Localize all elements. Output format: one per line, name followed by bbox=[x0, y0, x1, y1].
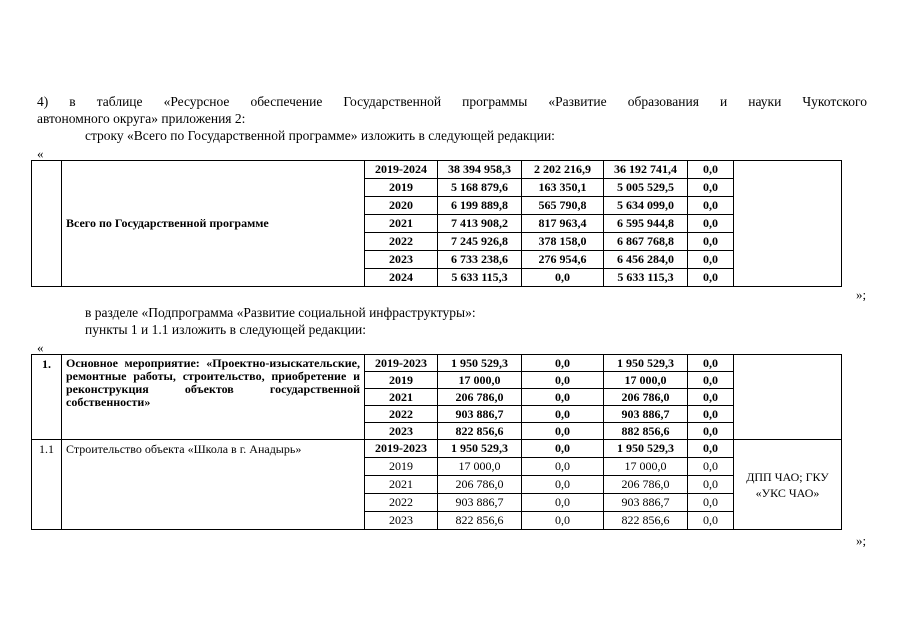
amount-cell: 0,0 bbox=[688, 458, 734, 476]
intro-line-1: 4) в таблице «Ресурсное обеспечение Государственной программы «Развитие образования и науки Чукотского bbox=[37, 94, 867, 109]
amount-cell: 565 790,8 bbox=[522, 197, 604, 215]
year-cell: 2019-2023 bbox=[365, 355, 438, 372]
table-row bbox=[32, 355, 842, 372]
amount-cell: 0,0 bbox=[522, 406, 604, 423]
amount-cell: 163 350,1 bbox=[522, 179, 604, 197]
amount-cell: 0,0 bbox=[688, 233, 734, 251]
amount-cell: 378 158,0 bbox=[522, 233, 604, 251]
amount-cell: 0,0 bbox=[688, 197, 734, 215]
total-cell: 5 168 879,6 bbox=[438, 179, 522, 197]
year-cell: 2019-2024 bbox=[365, 161, 438, 179]
amount-cell: 5 005 529,5 bbox=[604, 179, 688, 197]
amount-cell: 0,0 bbox=[688, 355, 734, 372]
amount-cell: 903 886,7 bbox=[604, 494, 688, 512]
year-cell: 2023 bbox=[365, 512, 438, 530]
amount-cell: 6 456 284,0 bbox=[604, 251, 688, 269]
amount-cell: 0,0 bbox=[522, 423, 604, 440]
amount-cell: 903 886,7 bbox=[604, 406, 688, 423]
section2-line-2: пункты 1 и 1.1 изложить в следующей редакции: bbox=[85, 322, 366, 337]
total-cell: 822 856,6 bbox=[438, 512, 522, 530]
amount-cell: 0,0 bbox=[688, 251, 734, 269]
amount-cell: 817 963,4 bbox=[522, 215, 604, 233]
amount-cell: 0,0 bbox=[688, 215, 734, 233]
year-cell: 2023 bbox=[365, 251, 438, 269]
total-cell: 5 633 115,3 bbox=[438, 269, 522, 287]
quote-close-2: »; bbox=[856, 533, 867, 548]
intro-line-2: автономного округа» приложения 2: bbox=[37, 111, 246, 126]
table-row bbox=[32, 440, 842, 458]
empty-responsible-cell bbox=[734, 355, 842, 440]
total-cell: 7 245 926,8 bbox=[438, 233, 522, 251]
quote-open-2: « bbox=[37, 340, 44, 355]
responsible-line-2: «УКС ЧАО» bbox=[755, 485, 820, 500]
item-index: 1. bbox=[32, 355, 62, 440]
amount-cell: 1 950 529,3 bbox=[604, 355, 688, 372]
total-cell: 1 950 529,3 bbox=[438, 440, 522, 458]
year-cell: 2022 bbox=[365, 233, 438, 251]
amount-cell: 17 000,0 bbox=[604, 372, 688, 389]
amount-cell: 206 786,0 bbox=[604, 476, 688, 494]
item-description: Строительство объекта «Школа в г. Анадырь» bbox=[62, 440, 365, 530]
amount-cell: 276 954,6 bbox=[522, 251, 604, 269]
amount-cell: 0,0 bbox=[688, 161, 734, 179]
amount-cell: 0,0 bbox=[688, 423, 734, 440]
amount-cell: 0,0 bbox=[522, 458, 604, 476]
total-cell: 903 886,7 bbox=[438, 406, 522, 423]
amount-cell: 0,0 bbox=[688, 476, 734, 494]
total-cell: 7 413 908,2 bbox=[438, 215, 522, 233]
year-cell: 2019 bbox=[365, 372, 438, 389]
total-program-table-body bbox=[32, 161, 842, 287]
amount-cell: 0,0 bbox=[688, 269, 734, 287]
amount-cell: 0,0 bbox=[688, 494, 734, 512]
total-cell: 38 394 958,3 bbox=[438, 161, 522, 179]
amount-cell: 0,0 bbox=[688, 440, 734, 458]
amount-cell: 0,0 bbox=[688, 389, 734, 406]
amount-cell: 17 000,0 bbox=[604, 458, 688, 476]
item-index: 1.1 bbox=[32, 440, 62, 530]
amount-cell: 0,0 bbox=[522, 494, 604, 512]
total-cell: 206 786,0 bbox=[438, 476, 522, 494]
amount-cell: 0,0 bbox=[522, 440, 604, 458]
amount-cell: 6 867 768,8 bbox=[604, 233, 688, 251]
amount-cell: 882 856,6 bbox=[604, 423, 688, 440]
quote-close-1: »; bbox=[856, 287, 867, 302]
year-cell: 2021 bbox=[365, 215, 438, 233]
subprogram-table bbox=[31, 354, 842, 530]
intro-line-3: строку «Всего по Государственной программе» изложить в следующей редакции: bbox=[85, 128, 555, 143]
amount-cell: 5 633 115,3 bbox=[604, 269, 688, 287]
section2-line-1: в разделе «Подпрограмма «Развитие социальной инфраструктуры»: bbox=[85, 305, 476, 320]
responsible-executor bbox=[734, 440, 842, 530]
amount-cell: 0,0 bbox=[522, 355, 604, 372]
year-cell: 2022 bbox=[365, 406, 438, 423]
year-cell: 2019 bbox=[365, 179, 438, 197]
amount-cell: 1 950 529,3 bbox=[604, 440, 688, 458]
year-cell: 2021 bbox=[365, 476, 438, 494]
responsible-line-1: ДПП ЧАО; ГКУ bbox=[746, 469, 829, 484]
amount-cell: 0,0 bbox=[688, 179, 734, 197]
year-cell: 2019 bbox=[365, 458, 438, 476]
empty-index-cell bbox=[32, 161, 62, 287]
total-cell: 6 199 889,8 bbox=[438, 197, 522, 215]
amount-cell: 0,0 bbox=[522, 269, 604, 287]
total-cell: 6 733 238,6 bbox=[438, 251, 522, 269]
total-cell: 206 786,0 bbox=[438, 389, 522, 406]
amount-cell: 2 202 216,9 bbox=[522, 161, 604, 179]
amount-cell: 0,0 bbox=[688, 372, 734, 389]
year-cell: 2020 bbox=[365, 197, 438, 215]
empty-responsible-cell bbox=[734, 161, 842, 287]
total-cell: 822 856,6 bbox=[438, 423, 522, 440]
amount-cell: 206 786,0 bbox=[604, 389, 688, 406]
amount-cell: 0,0 bbox=[522, 476, 604, 494]
amount-cell: 0,0 bbox=[522, 512, 604, 530]
subprogram-table-body bbox=[32, 355, 842, 530]
total-program-table bbox=[31, 160, 842, 287]
amount-cell: 0,0 bbox=[522, 372, 604, 389]
row-label: Всего по Государственной программе bbox=[62, 161, 365, 287]
amount-cell: 5 634 099,0 bbox=[604, 197, 688, 215]
year-cell: 2019-2023 bbox=[365, 440, 438, 458]
total-cell: 17 000,0 bbox=[438, 458, 522, 476]
year-cell: 2021 bbox=[365, 389, 438, 406]
amount-cell: 0,0 bbox=[522, 389, 604, 406]
total-cell: 1 950 529,3 bbox=[438, 355, 522, 372]
amount-cell: 0,0 bbox=[688, 512, 734, 530]
item-description: Основное мероприятие: «Проектно-изыскательские, ремонтные работы, строительство, приобретение и реконструкция объектов государственной собственности» bbox=[62, 355, 365, 440]
quote-open-1: « bbox=[37, 146, 44, 161]
table-row bbox=[32, 161, 842, 179]
year-cell: 2023 bbox=[365, 423, 438, 440]
year-cell: 2022 bbox=[365, 494, 438, 512]
total-cell: 17 000,0 bbox=[438, 372, 522, 389]
amount-cell: 822 856,6 bbox=[604, 512, 688, 530]
year-cell: 2024 bbox=[365, 269, 438, 287]
amount-cell: 36 192 741,4 bbox=[604, 161, 688, 179]
amount-cell: 0,0 bbox=[688, 406, 734, 423]
total-cell: 903 886,7 bbox=[438, 494, 522, 512]
amount-cell: 6 595 944,8 bbox=[604, 215, 688, 233]
